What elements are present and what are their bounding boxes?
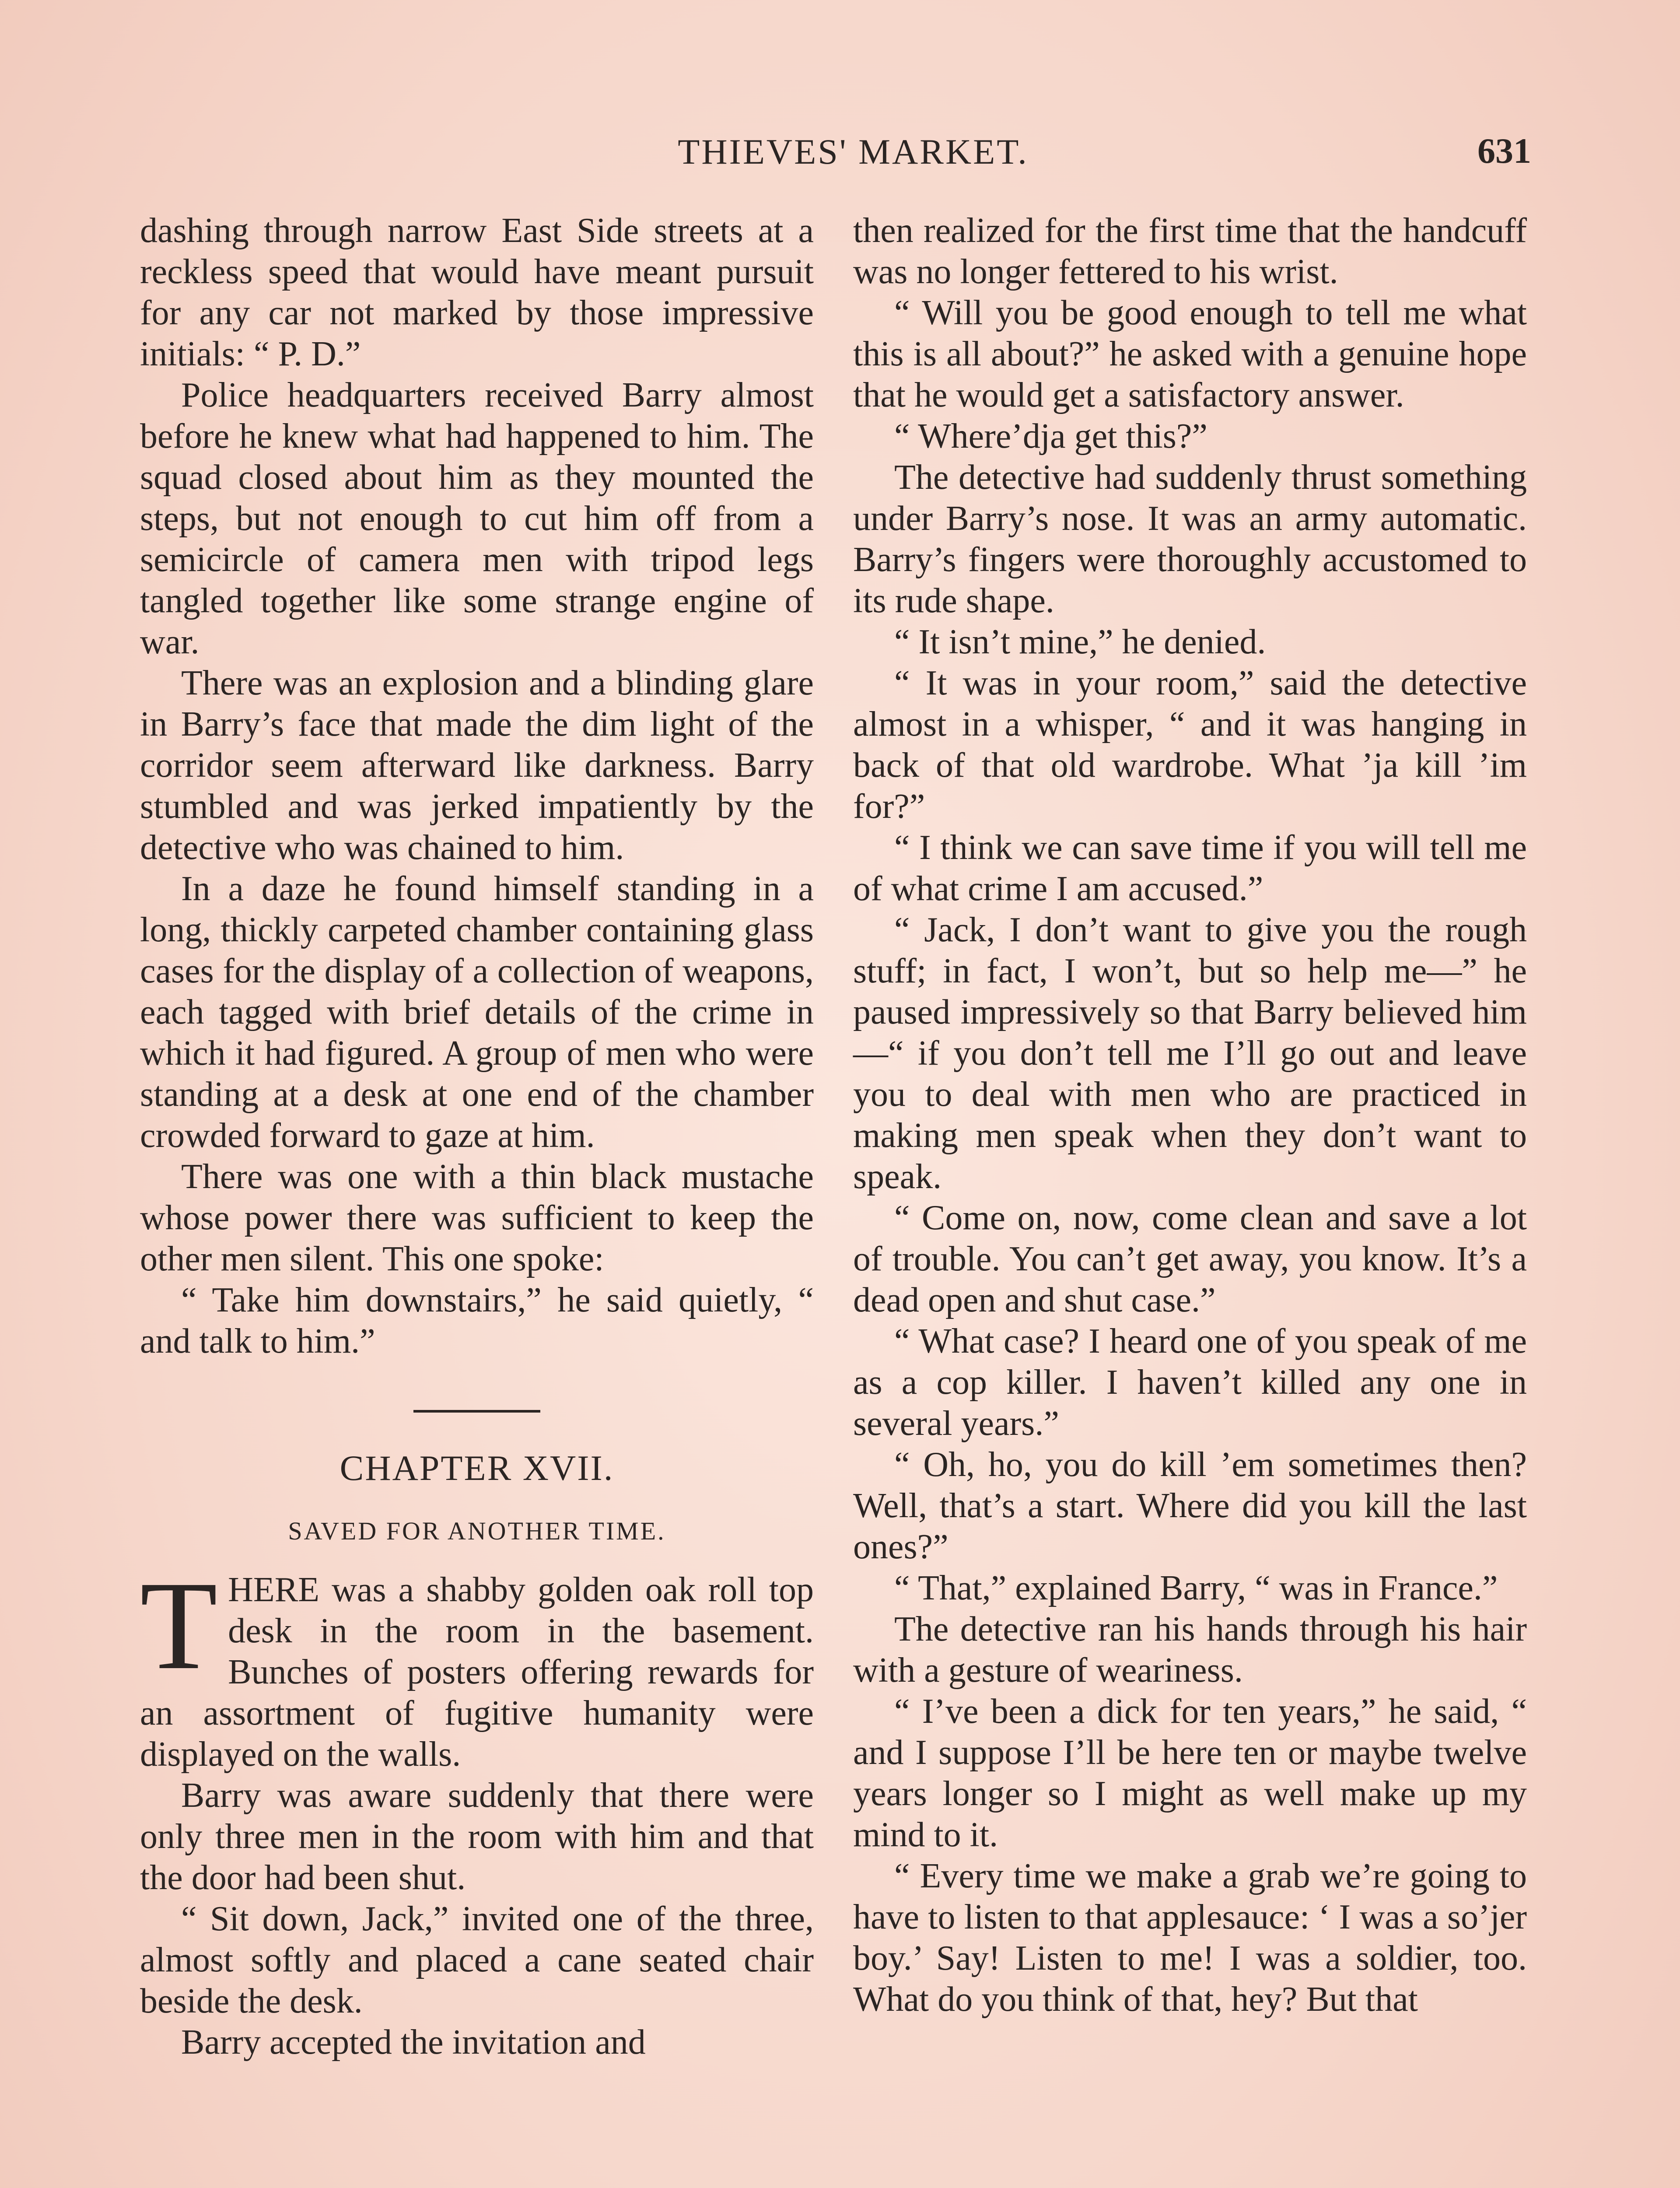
paragraph: “ Every time we make a grab we’re going to have to listen to that applesauce: ‘ I was a so’jer boy.’ Say! Listen to me! I was a soldier, too. What do you think of that, hey? But that <box>853 1857 1527 2019</box>
paragraph: Barry was aware suddenly that there were only three men in the room with him and that the door had been shut. <box>140 1776 814 1897</box>
chapter-title: CHAPTER XVII. <box>340 1448 614 1488</box>
paragraph: “ It was in your room,” said the detective almost in a whisper, “ and it was hanging in back of that old wardrobe. What ’ja kill ’im for?” <box>853 664 1527 826</box>
paragraph-text: HERE was a shabby golden oak roll top desk in the room in the basement. Bunches of posters offering rewards for an assortment of fugitive humanity were displayed on the walls. <box>140 1571 814 1774</box>
paragraph: Police headquarters received Barry almost before he knew what had happened to him. The squad closed about him as they mounted the steps, but not enough to cut him off from a semicircle of camera men with tripod legs tangled together like some strange engine of war. <box>140 376 814 661</box>
paragraph: “ Take him downstairs,” he said quietly, “ and talk to him.” <box>140 1281 814 1360</box>
chapter-subtitle: SAVED FOR ANOTHER TIME. <box>288 1517 666 1545</box>
paragraph: There was one with a thin black mustache whose power there was sufficient to keep the other men silent. This one spoke: <box>140 1157 814 1278</box>
section-divider <box>413 1410 540 1413</box>
paragraph: The detective had suddenly thrust something under Barry’s nose. It was an army automatic. Barry’s fingers were thoroughly accustomed to its rude shape. <box>853 458 1527 620</box>
paragraph: “ I think we can save time if you will tell me of what crime I am accused.” <box>853 828 1527 908</box>
page-number: 631 <box>1477 131 1531 171</box>
paragraph: Barry accepted the invitation and <box>181 2023 646 2062</box>
paragraph: “ Where’dja get this?” <box>894 417 1208 456</box>
paragraph: “ Sit down, Jack,” invited one of the three, almost softly and placed a cane seated chair beside the desk. <box>140 1900 814 2020</box>
paragraph: “ What case? I heard one of you speak of me as a cop killer. I haven’t killed any one in several years.” <box>853 1322 1527 1443</box>
paragraph: There was an explosion and a blinding glare in Barry’s face that made the dim light of the corridor seem afterward like darkness. Barry stumbled and was jerked impatiently by the detective who was chained to him. <box>140 664 814 867</box>
left-column <box>140 210 814 2063</box>
running-head: THIEVES' MARKET. <box>678 132 1029 172</box>
paragraph: “ Come on, now, come clean and save a lot of trouble. You can’t get away, you know. It’s a dead open and shut case.” <box>853 1199 1527 1319</box>
paragraph: In a daze he found himself standing in a long, thickly carpeted chamber containing glass cases for the display of a collection of weapons, each tagged with brief details of the crime in which it had figured. A group of men who were standing at a desk at one end of the chamber crowded forward to gaze at him. <box>140 870 814 1155</box>
paragraph: “ Will you be good enough to tell me what this is all about?” he asked with a genuine hope that he would get a satisfactory answer. <box>853 294 1527 414</box>
chapter-opening-paragraph <box>140 1555 814 1775</box>
right-column <box>853 210 1527 2020</box>
drop-cap: T <box>140 1555 218 1696</box>
paragraph: “ Jack, I don’t want to give you the rough stuff; in fact, I won’t, but so help me—” he paused impressively so that Barry believed him—“ if you don’t tell me I’ll go out and leave you to deal with men who are practiced in making men speak when they don’t want to speak. <box>853 911 1527 1196</box>
paragraph: “ Oh, ho, you do kill ’em sometimes then? Well, that’s a start. Where did you kill the last ones?” <box>853 1445 1527 1566</box>
paragraph: “ It isn’t mine,” he denied. <box>894 623 1266 661</box>
paragraph: “ That,” explained Barry, “ was in France.” <box>894 1569 1498 1607</box>
paragraph: The detective ran his hands through his hair with a gesture of weariness. <box>853 1610 1527 1690</box>
paragraph: then realized for the first time that the handcuff was no longer fettered to his wrist. <box>853 211 1527 291</box>
paragraph: “ I’ve been a dick for ten years,” he said, “ and I suppose I’ll be here ten or maybe twelve years longer so I might as well make up my mind to it. <box>853 1692 1527 1854</box>
paragraph: dashing through narrow East Side streets at a reckless speed that would have meant pursuit for any car not marked by those impressive initials: “ P. D.” <box>140 211 814 373</box>
